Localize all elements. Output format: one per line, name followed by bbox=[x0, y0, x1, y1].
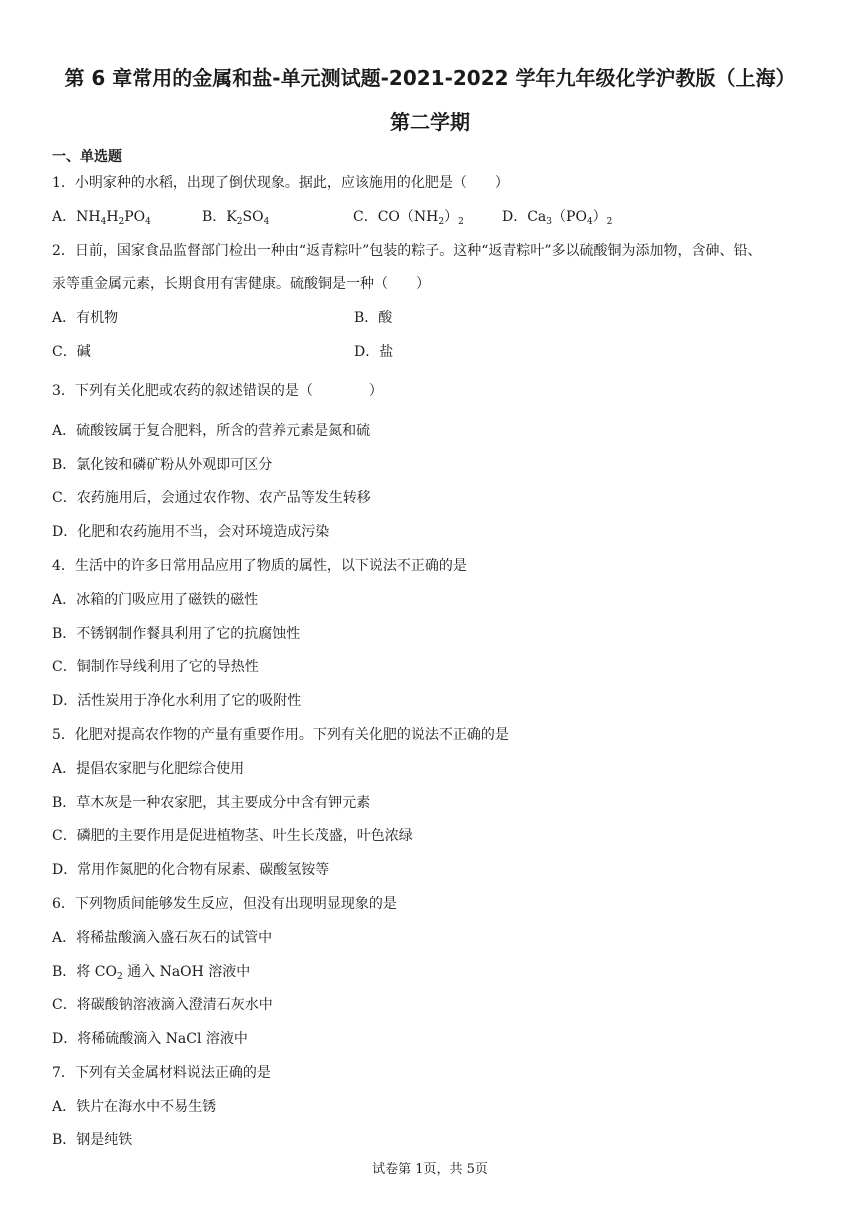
question-7-option-a: A．铁片在海水中不易生锈 bbox=[52, 1099, 217, 1115]
question-1-option-d: D．$Ca_3(PO_4)_2$ bbox=[502, 209, 613, 227]
question-5-option-b: B．草木灰是一种农家肥，其主要成分中含有钾元素 bbox=[52, 795, 371, 811]
question-3-option-a: A．硫酸铵属于复合肥料，所含的营养元素是氮和硫 bbox=[52, 423, 371, 439]
question-4-option-a: A．冰箱的门吸应用了磁铁的磁性 bbox=[52, 592, 259, 608]
question-2-option-b: B．酸 bbox=[354, 310, 393, 326]
question-5-option-a: A．提倡农家肥与化肥综合使用 bbox=[52, 761, 245, 777]
question-6-option-b: B．将 $CO_2$ 通入 NaOH 溶液中 bbox=[52, 964, 251, 982]
section-heading: 一、单选题 bbox=[52, 149, 122, 165]
question-3-option-c: C．农药施用后，会通过农作物、农产品等发生转移 bbox=[52, 490, 371, 506]
question-2-option-a: A．有机物 bbox=[52, 310, 119, 326]
question-1-option-b: B．$K_2SO_4$ bbox=[202, 209, 270, 227]
question-4-stem: 4．生活中的许多日常用品应用了物质的属性，以下说法不正确的是 bbox=[52, 558, 467, 574]
question-4-option-b: B．不锈钢制作餐具利用了它的抗腐蚀性 bbox=[52, 626, 301, 642]
question-1-option-c: C．$CO(NH_2)_2$ bbox=[353, 209, 464, 227]
question-3-stem: 3．下列有关化肥或农药的叙述错误的是（ ） bbox=[52, 383, 383, 399]
question-6-option-d: D．将稀硫酸滴入 NaCl 溶液中 bbox=[52, 1031, 248, 1047]
question-7-stem: 7．下列有关金属材料说法正确的是 bbox=[52, 1065, 271, 1081]
question-6-option-c: C．将碳酸钠溶液滴入澄清石灰水中 bbox=[52, 997, 273, 1013]
question-4-option-c: C．铜制作导线利用了它的导热性 bbox=[52, 659, 259, 675]
question-4-option-d: D．活性炭用于净化水利用了它的吸附性 bbox=[52, 693, 302, 709]
exam-title-line2: 第二学期 bbox=[390, 110, 470, 134]
question-3-option-d: D．化肥和农药施用不当，会对环境造成污染 bbox=[52, 524, 330, 540]
question-2-stem-line1: 2．日前，国家食品监督部门检出一种由“返青粽叶”包装的粽子。这种“返青粽叶”多以硫酸铜为添加物，含砷、铅、 bbox=[52, 243, 762, 259]
question-6-option-a: A．将稀盐酸滴入盛石灰石的试管中 bbox=[52, 930, 273, 946]
exam-title-line1: 第 6 章常用的金属和盐-单元测试题-2021-2022 学年九年级化学沪教版（上海） bbox=[64, 66, 796, 90]
question-5-option-c: C．磷肥的主要作用是促进植物茎、叶生长茂盛，叶色浓绿 bbox=[52, 828, 413, 844]
question-7-option-b: B．钢是纯铁 bbox=[52, 1132, 133, 1148]
question-2-stem-line2: 汞等重金属元素，长期食用有害健康。硫酸铜是一种（ ） bbox=[52, 276, 430, 292]
question-2-option-d: D．盐 bbox=[354, 344, 394, 360]
question-1-option-a: A．$NH_4H_2PO_4$ bbox=[52, 209, 151, 227]
question-6-stem: 6．下列物质间能够发生反应，但没有出现明显现象的是 bbox=[52, 896, 397, 912]
question-3-option-b: B．氯化铵和磷矿粉从外观即可区分 bbox=[52, 457, 273, 473]
question-2-option-c: C．碱 bbox=[52, 344, 91, 360]
question-5-stem: 5．化肥对提高农作物的产量有重要作用。下列有关化肥的说法不正确的是 bbox=[52, 727, 509, 743]
question-5-option-d: D．常用作氮肥的化合物有尿素、碳酸氢铵等 bbox=[52, 862, 330, 878]
question-1-stem: 1．小明家种的水稻，出现了倒伏现象。据此，应该施用的化肥是（ ） bbox=[52, 175, 509, 191]
page-footer: 试卷第 1页，共 5页 bbox=[372, 1162, 488, 1177]
